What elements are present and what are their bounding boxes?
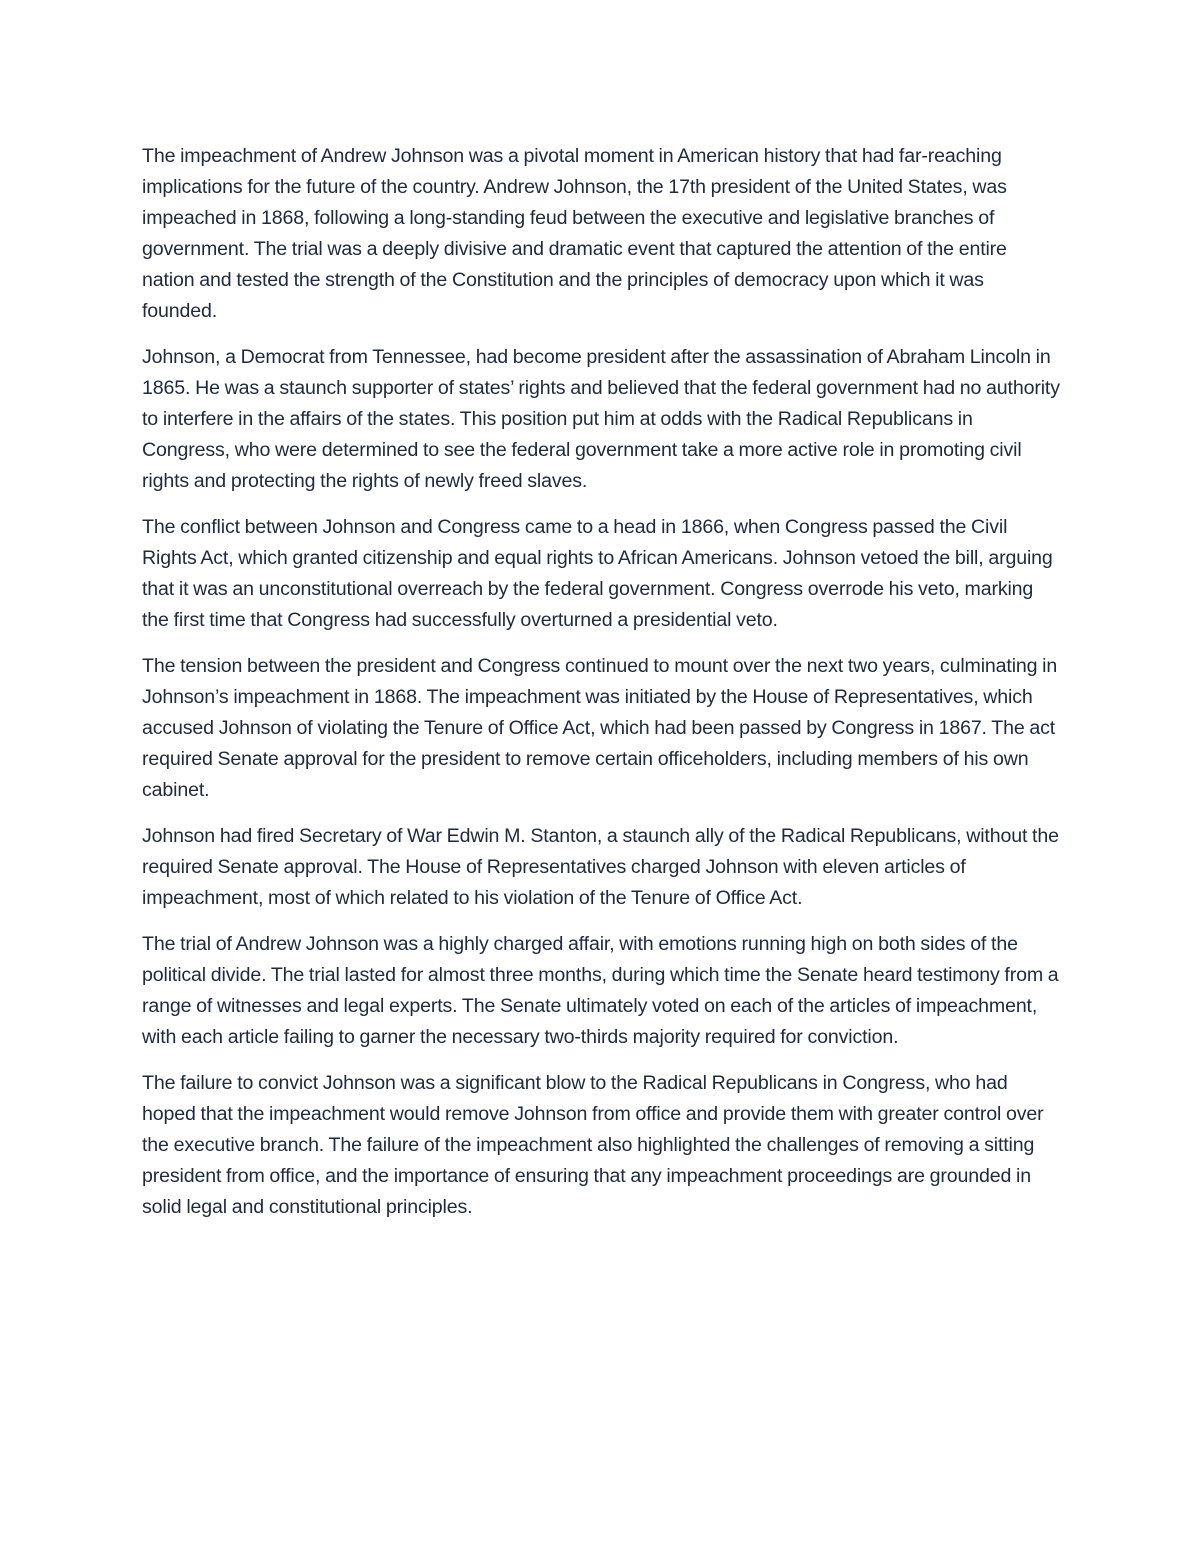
paragraph: Johnson had fired Secretary of War Edwin M. Stanton, a staunch ally of the Radical Republicans, without the required Senate approval. The House of Representatives charged Johnson with eleven articles of impeachment, most of which related to his violation of the Tenure of Office Act. — [142, 825, 1059, 909]
paragraph: The conflict between Johnson and Congress came to a head in 1866, when Congress passed the Civil Rights Act, which granted citizenship and equal rights to African Americans. Johnson vetoed the bill, arguing that it was an unconstitutional overreach by the federal government. Congress overrode his veto, marking the first time that Congress had successfully overturned a presidential veto. — [142, 516, 1053, 631]
paragraph: The impeachment of Andrew Johnson was a pivotal moment in American history that had far-reaching implications for the future of the country. Andrew Johnson, the 17th president of the United States, was impeached in 1868, following a long-standing feud between the executive and legislative branches of government. The trial was a deeply divisive and dramatic event that captured the attention of the entire nation and tested the strength of the Constitution and the principles of democracy upon which it was founded. — [142, 145, 1007, 322]
document-body — [142, 141, 1060, 1238]
paragraph: The trial of Andrew Johnson was a highly charged affair, with emotions running high on both sides of the political divide. The trial lasted for almost three months, during which time the Senate heard testimony from a range of witnesses and legal experts. The Senate ultimately voted on each of the articles of impeachment, with each article failing to garner the necessary two-thirds majority required for conviction. — [142, 933, 1059, 1048]
paragraph: The failure to convict Johnson was a significant blow to the Radical Republicans in Congress, who had hoped that the impeachment would remove Johnson from office and provide them with greater control over the executive branch. The failure of the impeachment also highlighted the challenges of removing a sitting president from office, and the importance of ensuring that any impeachment proceedings are grounded in solid legal and constitutional principles. — [142, 1072, 1044, 1218]
paragraph: The tension between the president and Congress continued to mount over the next two years, culminating in Johnson’s impeachment in 1868. The impeachment was initiated by the House of Representatives, which accused Johnson of violating the Tenure of Office Act, which had been passed by Congress in 1867. The act required Senate approval for the president to remove certain officeholders, including members of his own cabinet. — [142, 655, 1058, 801]
paragraph: Johnson, a Democrat from Tennessee, had become president after the assassination of Abraham Lincoln in 1865. He was a staunch supporter of states’ rights and believed that the federal government had no authority to interfere in the affairs of the states. This position put him at odds with the Radical Republicans in Congress, who were determined to see the federal government take a more active role in promoting civil rights and protecting the rights of newly freed slaves. — [142, 346, 1060, 492]
